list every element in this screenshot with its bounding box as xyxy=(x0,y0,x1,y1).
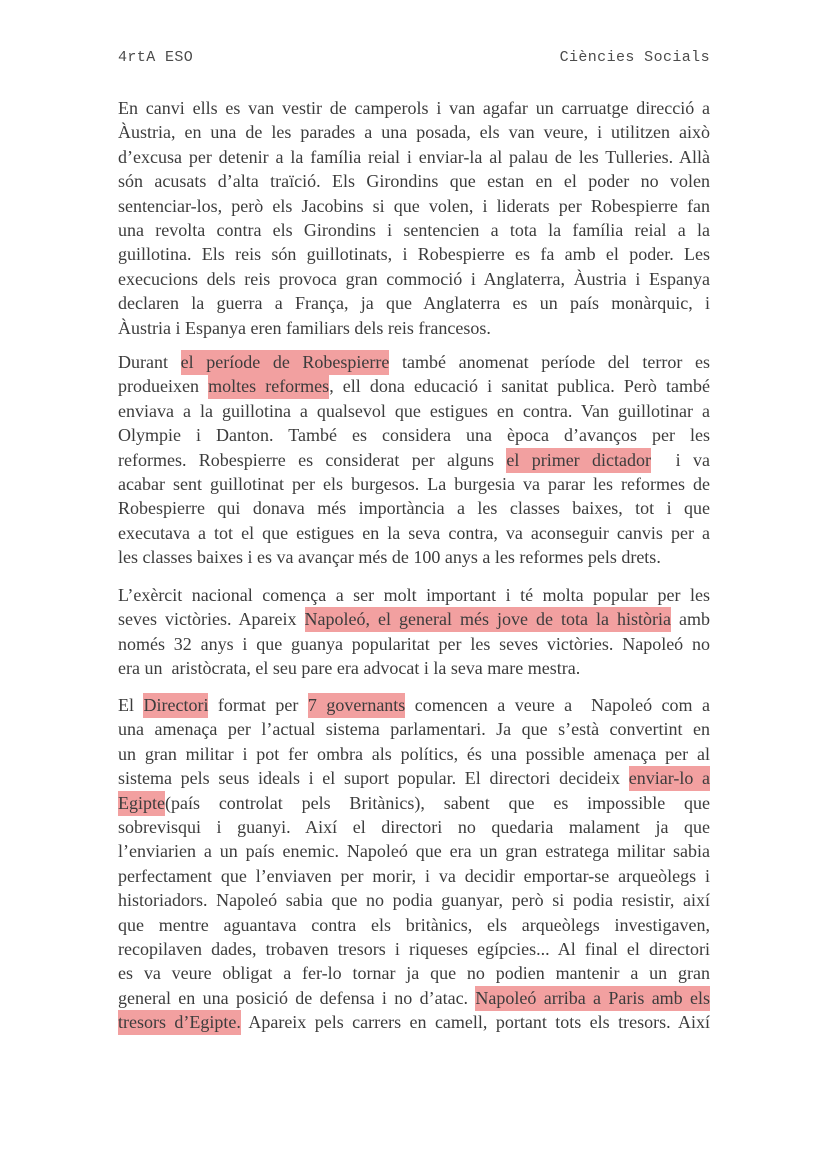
text-segment: declaren la guerra a França, ja que Anglaterra es un país monàrquic, i xyxy=(118,293,710,314)
highlighted-text: moltes reformes xyxy=(208,374,329,399)
highlighted-text: Napoleó arriba a Paris amb els xyxy=(475,986,710,1011)
paragraph-napoleon-appears xyxy=(118,583,710,681)
text-segment: Robespierre qui donava més importància a les classes baixes, tot i que xyxy=(118,498,710,519)
text-segment: En canvi ells es van vestir de camperols i van agafar un carruatge direcció a xyxy=(118,98,710,118)
text-line xyxy=(118,693,710,717)
text-segment: es va veure obligat a fer-lo tornar ja que no podien mantenir a un gran xyxy=(118,963,710,984)
text-segment: i va xyxy=(650,449,710,470)
text-segment: una amenaça per l’actual sistema parlamentari. Ja que s’està convertint en xyxy=(118,719,710,740)
text-line xyxy=(118,815,710,839)
text-line xyxy=(118,961,710,985)
highlighted-text: Egipte xyxy=(118,791,165,816)
highlighted-text: enviar-lo a xyxy=(629,766,710,791)
text-line xyxy=(118,888,710,912)
text-line xyxy=(118,1010,710,1034)
text-line xyxy=(118,632,710,656)
text-segment: Durant xyxy=(118,352,181,372)
highlighted-text: 7 governants xyxy=(308,693,405,718)
text-segment: executava a tot el que estigues en la seva contra, va aconseguir canvis per a xyxy=(118,522,710,543)
text-line xyxy=(118,521,710,545)
text-segment: general en una posició de defensa i no d’atac. xyxy=(118,987,476,1008)
text-segment: una revolta contra els Girondins i sentencien a tota la família reial a la xyxy=(118,219,710,240)
text-segment: són acusats d’alta traïció. Els Girondins que estan en el poder no volen xyxy=(118,171,710,192)
text-segment: reformes. Robespierre es considerat per alguns xyxy=(118,449,507,470)
text-segment: format per xyxy=(208,695,308,715)
text-line xyxy=(118,937,710,961)
text-line xyxy=(118,169,710,193)
text-segment: El xyxy=(118,695,144,715)
text-line xyxy=(118,448,710,472)
text-line xyxy=(118,374,710,398)
text-line xyxy=(118,472,710,496)
text-line xyxy=(118,791,710,815)
text-line xyxy=(118,656,710,680)
text-line xyxy=(118,145,710,169)
text-line xyxy=(118,583,710,607)
text-line xyxy=(118,218,710,242)
text-line xyxy=(118,864,710,888)
text-line xyxy=(118,120,710,144)
text-segment: les classes baixes i es va avançar més de 100 anys a les reformes pels drets. xyxy=(118,547,661,568)
text-segment: també anomenat període del terror es xyxy=(389,352,711,372)
text-line xyxy=(118,766,710,790)
text-segment: sobrevisqui i guanyi. Així el directori no quedaria malament ja que xyxy=(118,816,710,837)
text-segment: que mentre aguantava contra els britànics, els arqueòlegs investigaven, xyxy=(118,914,710,935)
text-line xyxy=(118,267,710,291)
text-line xyxy=(118,291,710,315)
text-segment: Àustria i Espanya eren familiars dels reis francesos. xyxy=(118,317,491,338)
text-line xyxy=(118,607,710,631)
text-segment: acabar sent guillotinat per els burgesos. La burgesia va parar les reformes de xyxy=(118,473,710,494)
text-line xyxy=(118,913,710,937)
text-segment: d’excusa per detenir a la família reial i enviar-la al palau de les Tulleries. Allà xyxy=(118,146,710,167)
text-segment: sistema pels seus ideals i el suport popular. El directori decideix xyxy=(118,768,629,789)
text-segment: L’exèrcit nacional comença a ser molt important i té molta popular per les xyxy=(118,585,710,605)
text-segment: perfectament que l’enviaven per morir, i va decidir emportar-se arqueòlegs i xyxy=(118,865,710,886)
text-segment: produeixen xyxy=(118,376,209,397)
text-segment: l’enviarien a un país enemic. Napoleó que era un gran estratega militar sabia xyxy=(118,841,710,862)
text-line xyxy=(118,423,710,447)
text-line xyxy=(118,717,710,741)
paragraph-robespierre-period xyxy=(118,350,710,570)
text-segment: guillotina. Els reis són guillotinats, i Robespierre es fa amb el poder. Les xyxy=(118,244,710,265)
text-segment: comencen a veure a Napoleó com a xyxy=(405,695,711,715)
text-segment: Apareix pels carrers en camell, portant tots els tresors. Així xyxy=(240,1012,711,1033)
paragraph-directory-egypt xyxy=(118,693,710,1034)
highlighted-text: el període de Robespierre xyxy=(181,350,390,375)
text-line xyxy=(118,742,710,766)
paragraph-royal-family-trial xyxy=(118,96,710,340)
highlighted-text: tresors d’Egipte. xyxy=(118,1010,241,1035)
text-line xyxy=(118,986,710,1010)
text-segment: , ell dona educació i sanitat publica. Però també xyxy=(329,376,710,397)
text-segment: historiadors. Napoleó sabia que no podia guanyar, però si podia resistir, així xyxy=(118,890,710,911)
text-segment: sentenciar-los, però els Jacobins si que volen, i liderats per Robespierre fan xyxy=(118,195,710,216)
text-segment: Àustria, en una de les parades a una posada, els van veure, i utilitzen això xyxy=(118,122,710,143)
text-line xyxy=(118,194,710,218)
text-line xyxy=(118,839,710,863)
text-segment: amb xyxy=(670,609,710,630)
text-segment: (país controlat pels Britànics), sabent que es impossible que xyxy=(165,792,710,813)
text-segment: un gran militar i pot fer ombra als polítics, és una possible amenaça per al xyxy=(118,743,710,764)
text-line xyxy=(118,496,710,520)
text-segment: només 32 anys i que guanya popularitat per les seves victòries. Napoleó no xyxy=(118,633,710,654)
text-line xyxy=(118,242,710,266)
text-segment: Olympie i Danton. També es considera una època d’avanços per les xyxy=(118,425,710,446)
highlighted-text: Napoleó, el general més jove de tota la història xyxy=(305,607,671,632)
text-line xyxy=(118,350,710,374)
text-line xyxy=(118,316,710,340)
text-segment: enviava a la guillotina a qualsevol que estigues en contra. Van guillotinar a xyxy=(118,400,710,421)
header-class-label: 4rtA ESO xyxy=(118,49,194,66)
text-segment: seves victòries. Apareix xyxy=(118,609,305,630)
text-line xyxy=(118,96,710,120)
text-segment: era un aristòcrata, el seu pare era advocat i la seva mare mestra. xyxy=(118,658,581,679)
highlighted-text: Directori xyxy=(143,693,208,718)
header-subject-label: Ciències Socials xyxy=(559,49,710,66)
text-line xyxy=(118,545,710,569)
text-segment: execucions dels reis provoca gran commoció i Anglaterra, Àustria i Espanya xyxy=(118,268,710,289)
text-segment: recopilaven dades, trobaven tresors i riqueses egípcies... Al final el directori xyxy=(118,938,710,959)
highlighted-text: el primer dictador xyxy=(506,448,651,473)
text-line xyxy=(118,399,710,423)
